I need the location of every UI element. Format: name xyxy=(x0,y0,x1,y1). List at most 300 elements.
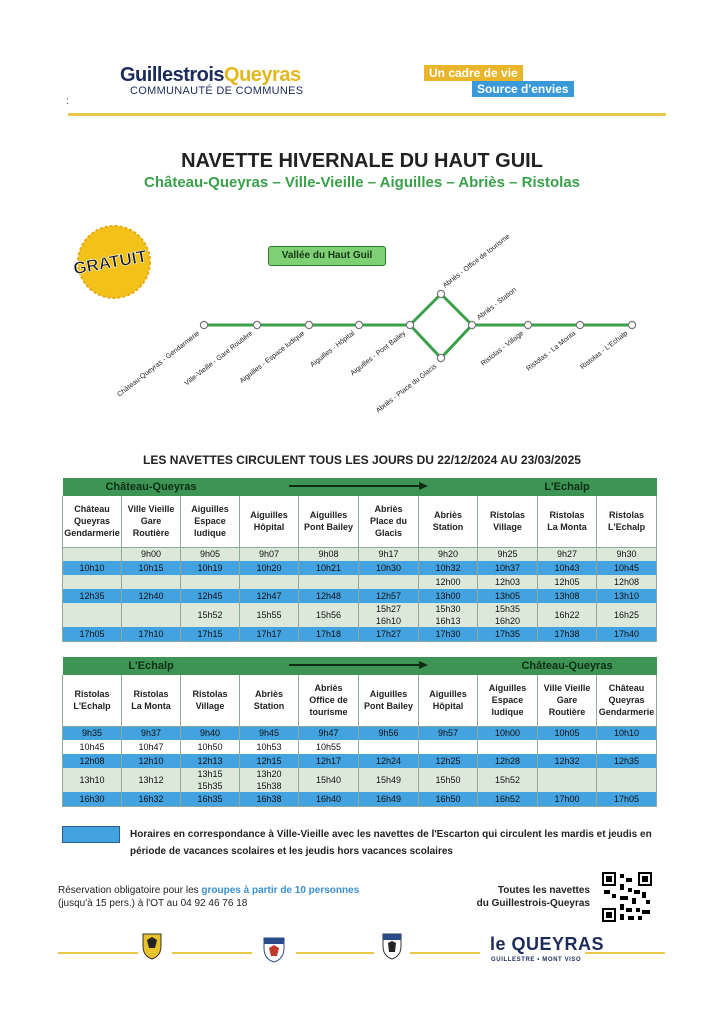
time-value: 12h00 xyxy=(435,577,461,587)
footer-divider xyxy=(410,952,480,954)
column-header-line: Glacis xyxy=(375,528,403,539)
time-cell xyxy=(63,726,122,740)
header-row xyxy=(63,675,657,726)
time-value: 15h49 xyxy=(376,775,402,785)
column-header-line: Routière xyxy=(132,528,170,539)
footer-divider xyxy=(58,952,138,954)
direction-from-label: Château-Queyras xyxy=(105,481,197,493)
column-header-line: Office de xyxy=(309,695,348,706)
time-value: 10h20 xyxy=(256,563,282,573)
time-value: 9h17 xyxy=(378,549,399,560)
time-value: 9h07 xyxy=(259,549,280,560)
time-value: 16h10 xyxy=(376,616,402,626)
time-cell xyxy=(478,627,538,641)
time-cell xyxy=(122,575,181,589)
time-value: 16h50 xyxy=(435,793,461,804)
column-header-line: Pont Bailey xyxy=(364,701,414,712)
column-header-line: Ristolas xyxy=(609,510,645,521)
column-header xyxy=(478,675,538,726)
time-value: 10h32 xyxy=(435,563,461,573)
column-header xyxy=(419,675,478,726)
column-header xyxy=(240,496,299,547)
time-value: 13h10 xyxy=(79,775,105,785)
time-value: 17h17 xyxy=(256,628,282,639)
time-cell xyxy=(359,603,419,627)
time-value: 10h55 xyxy=(316,742,342,752)
column-header xyxy=(359,675,419,726)
column-header-line: Aiguilles xyxy=(250,510,288,521)
time-value: 12h08 xyxy=(614,577,640,587)
time-value: 10h37 xyxy=(495,563,521,573)
time-value: 10h10 xyxy=(614,728,640,739)
table-row xyxy=(63,768,657,792)
stop-label: Abriès - Place du Glacis xyxy=(375,363,439,415)
column-header-line: La Monta xyxy=(131,701,171,712)
time-cell xyxy=(597,726,657,740)
time-value: 13h10 xyxy=(614,591,640,601)
stop-dot xyxy=(576,321,583,328)
column-header xyxy=(181,496,240,547)
time-cell xyxy=(359,754,419,768)
table-row xyxy=(63,589,657,603)
column-header xyxy=(63,496,122,547)
column-header-line: Routière xyxy=(548,707,586,718)
time-value: 12h35 xyxy=(79,591,105,601)
time-value: 12h40 xyxy=(138,591,164,601)
column-header xyxy=(359,496,419,547)
time-value: 9h27 xyxy=(557,549,578,560)
footer-divider xyxy=(172,952,252,954)
time-value: 16h22 xyxy=(554,610,580,620)
time-cell xyxy=(63,792,122,806)
time-cell xyxy=(597,603,657,627)
time-value: 10h10 xyxy=(79,563,105,573)
column-header xyxy=(478,496,538,547)
time-cell xyxy=(478,726,538,740)
time-cell xyxy=(597,547,657,561)
time-cell xyxy=(63,768,122,792)
column-header-line: Ristolas xyxy=(490,510,526,521)
reservation-text-1: Réservation obligatoire pour les xyxy=(58,885,202,896)
time-cell xyxy=(419,754,478,768)
table-row xyxy=(63,575,657,589)
time-value: 17h15 xyxy=(197,628,223,639)
timetable-return xyxy=(62,657,657,807)
time-value: 9h25 xyxy=(497,549,518,560)
time-value: 12h32 xyxy=(554,756,580,766)
column-header-line: Aiguilles xyxy=(369,689,408,700)
time-cell xyxy=(299,768,359,792)
time-cell xyxy=(478,603,538,627)
stop-dot xyxy=(253,321,260,328)
direction-from xyxy=(63,478,240,496)
time-cell xyxy=(419,589,478,603)
column-header xyxy=(122,496,181,547)
time-cell xyxy=(122,792,181,806)
column-header xyxy=(122,675,181,726)
route-loop xyxy=(410,294,472,358)
stop-dot xyxy=(468,321,475,328)
time-value: 15h35 xyxy=(197,781,223,791)
header-row xyxy=(63,496,657,547)
column-header xyxy=(538,675,597,726)
time-cell xyxy=(181,754,240,768)
stop-label: Ristolas - La Monta xyxy=(525,330,578,373)
time-cell xyxy=(538,547,597,561)
time-cell xyxy=(359,768,419,792)
time-cell xyxy=(299,561,359,575)
time-cell xyxy=(240,627,299,641)
route-label: Vallée du Haut Guil xyxy=(268,246,386,266)
column-header xyxy=(299,496,359,547)
time-value: 9h05 xyxy=(199,549,221,560)
direction-arrow xyxy=(240,478,478,496)
time-value: 16h30 xyxy=(79,793,105,804)
time-cell xyxy=(538,603,597,627)
stop-dot xyxy=(437,354,444,361)
tagline-2: Source d'envies xyxy=(472,81,574,97)
time-value: 12h24 xyxy=(376,756,402,766)
time-value: 17h05 xyxy=(79,628,105,639)
footer-divider xyxy=(296,952,374,954)
time-cell xyxy=(538,792,597,806)
time-cell xyxy=(240,603,299,627)
table-row xyxy=(63,754,657,768)
time-value: 17h35 xyxy=(495,628,521,639)
table-row xyxy=(63,792,657,806)
time-cell xyxy=(181,726,240,740)
table-row xyxy=(63,740,657,754)
time-cell xyxy=(538,754,597,768)
time-cell xyxy=(240,547,299,561)
column-header-line: Ristolas xyxy=(549,510,585,521)
time-value: 17h00 xyxy=(554,793,580,804)
time-value: 10h45 xyxy=(614,563,640,573)
time-cell xyxy=(478,589,538,603)
time-value: 17h30 xyxy=(435,628,461,639)
time-value: 15h56 xyxy=(316,610,342,620)
column-header-line: Queyras xyxy=(73,516,111,527)
stray-mark: : xyxy=(66,96,69,107)
time-value: 9h30 xyxy=(616,549,637,560)
time-value: 16h32 xyxy=(138,793,164,804)
time-cell xyxy=(597,589,657,603)
column-header-line: Aiguilles xyxy=(191,504,229,515)
time-value: 9h08 xyxy=(318,549,339,560)
column-header-line: Aiguilles xyxy=(309,510,348,521)
time-value: 15h50 xyxy=(435,775,461,785)
time-value: 10h00 xyxy=(495,728,521,739)
time-cell xyxy=(597,768,657,792)
time-value: 15h52 xyxy=(495,775,521,785)
time-cell xyxy=(181,740,240,754)
column-header-line: ludique xyxy=(194,528,226,539)
crest-icon xyxy=(381,932,403,960)
time-value: 12h45 xyxy=(197,591,223,601)
time-value: 10h05 xyxy=(554,728,580,739)
reservation-highlight: groupes à partir de 10 personnes xyxy=(201,885,360,896)
time-cell xyxy=(122,726,181,740)
logo-part1: Guillestrois xyxy=(120,64,225,86)
time-cell xyxy=(240,561,299,575)
time-value: 15h40 xyxy=(316,775,342,785)
all-shuttles-line-1: Toutes les navettes xyxy=(497,885,590,896)
column-header-line: Abriès xyxy=(255,689,284,700)
column-header xyxy=(181,675,240,726)
time-value: 17h10 xyxy=(138,628,164,639)
time-value: 16h35 xyxy=(197,793,223,804)
time-cell xyxy=(299,603,359,627)
time-cell xyxy=(359,561,419,575)
header xyxy=(0,0,724,120)
time-cell xyxy=(181,561,240,575)
direction-band xyxy=(63,657,657,675)
column-header-line: Gendarmerie xyxy=(598,707,655,718)
time-cell xyxy=(359,575,419,589)
time-value: 9h20 xyxy=(438,549,459,560)
stop-label: Abriès - Station xyxy=(475,286,518,322)
time-cell xyxy=(63,575,122,589)
time-value: 9h35 xyxy=(81,728,103,739)
time-value: 9h47 xyxy=(318,728,339,739)
time-value: 17h38 xyxy=(554,628,580,639)
time-cell xyxy=(240,589,299,603)
direction-arrow xyxy=(240,657,478,675)
time-cell xyxy=(359,627,419,641)
time-cell xyxy=(359,726,419,740)
time-value: 17h40 xyxy=(614,628,640,639)
time-cell xyxy=(359,589,419,603)
time-cell xyxy=(122,754,181,768)
time-cell xyxy=(63,561,122,575)
column-header xyxy=(538,496,597,547)
column-header xyxy=(419,496,478,547)
time-cell xyxy=(597,792,657,806)
time-value: 12h35 xyxy=(614,756,640,766)
column-header-line: Espace xyxy=(491,695,524,706)
time-cell xyxy=(63,740,122,754)
time-cell xyxy=(181,768,240,792)
time-value: 9h37 xyxy=(140,728,162,739)
service-period: LES NAVETTES CIRCULENT TOUS LES JOURS DU 22/12/2024 AU 23/03/2025 xyxy=(143,453,581,467)
time-value: 17h05 xyxy=(614,793,640,804)
logo-subtitle: COMMUNAUTÉ DE COMMUNES xyxy=(130,85,304,97)
time-value: 15h35 xyxy=(495,604,521,614)
time-cell xyxy=(597,754,657,768)
time-value: 15h38 xyxy=(256,781,282,791)
time-value: 10h21 xyxy=(316,563,342,573)
time-value: 17h27 xyxy=(376,628,402,639)
direction-to xyxy=(478,657,657,675)
direction-to-label: Château-Queyras xyxy=(521,660,613,672)
stop-dot xyxy=(524,321,531,328)
stop-label: Château-Queyras - Gendarmerie xyxy=(116,330,202,399)
stop-label: Aiguilles - Pont Bailey xyxy=(349,330,408,378)
time-value: 12h17 xyxy=(316,756,342,766)
time-cell xyxy=(538,740,597,754)
reservation-note xyxy=(58,884,438,910)
time-cell xyxy=(478,792,538,806)
time-cell xyxy=(538,726,597,740)
time-cell xyxy=(419,603,478,627)
column-header-line: Village xyxy=(493,522,522,533)
column-header-line: ludique xyxy=(491,707,524,718)
column-header-line: Gare xyxy=(140,516,162,527)
column-header-line: L'Echalp xyxy=(73,701,111,712)
time-cell xyxy=(478,740,538,754)
column-header-line: Hôpital xyxy=(253,522,285,533)
time-cell xyxy=(122,589,181,603)
time-cell xyxy=(63,547,122,561)
time-value: 13h05 xyxy=(495,591,521,601)
table-row xyxy=(63,627,657,641)
time-cell xyxy=(597,627,657,641)
column-header-line: Abriès xyxy=(314,683,343,694)
time-value: 10h30 xyxy=(376,563,402,573)
time-cell xyxy=(122,603,181,627)
direction-from xyxy=(63,657,240,675)
legend-text: Horaires en correspondance à Ville-Vieille avec les navettes de l'Escarton qui circulent les mardis et jeudis en période de vacances scolaires et les jeudis hors vacances scolaires xyxy=(130,829,652,857)
time-value: 10h45 xyxy=(79,742,105,752)
time-value: 9h00 xyxy=(140,549,162,560)
time-cell xyxy=(63,603,122,627)
arrow-right-icon xyxy=(289,481,429,491)
time-cell xyxy=(181,575,240,589)
page-subtitle: Château-Queyras – Ville-Vieille – Aiguilles – Abriès – Ristolas xyxy=(143,174,581,191)
route-lines xyxy=(204,294,632,358)
time-cell xyxy=(299,726,359,740)
stop-dot xyxy=(305,321,312,328)
stop-label: Aiguilles - Espace ludique xyxy=(238,330,307,385)
time-value: 16h52 xyxy=(495,793,521,804)
column-header-line: Gendarmerie xyxy=(64,528,120,539)
time-value: 12h03 xyxy=(495,577,521,587)
time-cell xyxy=(122,627,181,641)
column-header-line: Abriès xyxy=(434,510,463,521)
column-header-line: Village xyxy=(195,701,225,712)
time-cell xyxy=(240,792,299,806)
time-cell xyxy=(63,754,122,768)
crest-icon xyxy=(261,932,287,964)
time-cell xyxy=(299,627,359,641)
stop-label: Ristolas - L'Echalp xyxy=(579,330,630,372)
time-cell xyxy=(299,754,359,768)
time-value: 16h49 xyxy=(376,793,402,804)
time-cell xyxy=(299,575,359,589)
time-cell xyxy=(478,575,538,589)
time-cell xyxy=(359,740,419,754)
time-cell xyxy=(597,575,657,589)
time-cell xyxy=(597,740,657,754)
column-header-line: Station xyxy=(432,522,464,533)
column-header-line: Aiguilles xyxy=(488,683,527,694)
time-value: 16h20 xyxy=(495,616,521,626)
page-title: NAVETTE HIVERNALE DU HAUT GUIL xyxy=(181,150,543,172)
column-header xyxy=(63,675,122,726)
time-cell xyxy=(419,726,478,740)
time-value: 10h47 xyxy=(138,742,164,752)
time-value: 16h13 xyxy=(435,616,461,626)
legend-swatch xyxy=(62,826,120,843)
time-cell xyxy=(597,561,657,575)
time-cell xyxy=(299,792,359,806)
time-value: 12h10 xyxy=(138,756,164,766)
column-header-line: Ville Vieille xyxy=(543,683,591,694)
time-cell xyxy=(419,627,478,641)
direction-from-label: L'Echalp xyxy=(128,660,174,672)
column-header-line: Abriès xyxy=(374,504,403,515)
time-value: 17h18 xyxy=(316,628,342,639)
time-value: 12h15 xyxy=(256,756,282,766)
direction-band xyxy=(63,478,657,496)
le-queyras-logo: le QUEYRAS xyxy=(490,934,605,954)
time-cell xyxy=(478,561,538,575)
time-value: 10h53 xyxy=(256,742,282,752)
column-header-line: Château xyxy=(74,504,110,515)
time-cell xyxy=(538,561,597,575)
time-value: 10h19 xyxy=(197,563,223,573)
time-cell xyxy=(240,726,299,740)
qr-code-icon[interactable] xyxy=(602,872,652,922)
time-value: 15h55 xyxy=(256,610,282,620)
time-value: 10h15 xyxy=(138,563,164,573)
column-header xyxy=(299,675,359,726)
time-cell xyxy=(181,589,240,603)
time-cell xyxy=(299,547,359,561)
stop-dot xyxy=(437,290,444,297)
time-value: 12h13 xyxy=(197,756,223,766)
column-header-line: Espace xyxy=(194,516,226,527)
time-cell xyxy=(240,740,299,754)
time-cell xyxy=(240,754,299,768)
time-value: 10h50 xyxy=(197,742,223,752)
column-header-line: Pont Bailey xyxy=(304,522,354,533)
time-value: 12h05 xyxy=(554,577,580,587)
tagline-1: Un cadre de vie xyxy=(424,65,523,81)
time-value: 13h00 xyxy=(435,591,461,601)
time-value: 12h47 xyxy=(256,591,282,601)
column-header-line: Queyras xyxy=(608,695,645,706)
time-cell xyxy=(181,792,240,806)
column-header-line: Hôpital xyxy=(432,701,464,712)
column-header-line: tourisme xyxy=(309,707,348,718)
time-cell xyxy=(419,547,478,561)
timetable-outbound xyxy=(62,478,657,642)
time-value: 12h28 xyxy=(495,756,521,766)
column-header-line: Place du xyxy=(370,516,408,527)
time-cell xyxy=(63,627,122,641)
time-cell xyxy=(63,589,122,603)
direction-to-label: L'Echalp xyxy=(544,481,590,493)
table-row xyxy=(63,603,657,627)
column-header xyxy=(597,496,657,547)
column-header-line: L'Echalp xyxy=(607,522,646,533)
time-value: 12h08 xyxy=(79,756,105,766)
all-shuttles-line-2: du Guillestrois-Queyras xyxy=(476,898,590,909)
time-cell xyxy=(299,589,359,603)
time-cell xyxy=(419,768,478,792)
time-value: 13h20 xyxy=(256,769,282,779)
time-cell xyxy=(478,547,538,561)
time-cell xyxy=(181,547,240,561)
time-cell xyxy=(419,740,478,754)
time-cell xyxy=(122,740,181,754)
time-value: 16h40 xyxy=(316,793,342,804)
logo-part2: Queyras xyxy=(224,64,301,86)
stop-dot xyxy=(355,321,362,328)
column-header xyxy=(240,675,299,726)
time-cell xyxy=(419,575,478,589)
